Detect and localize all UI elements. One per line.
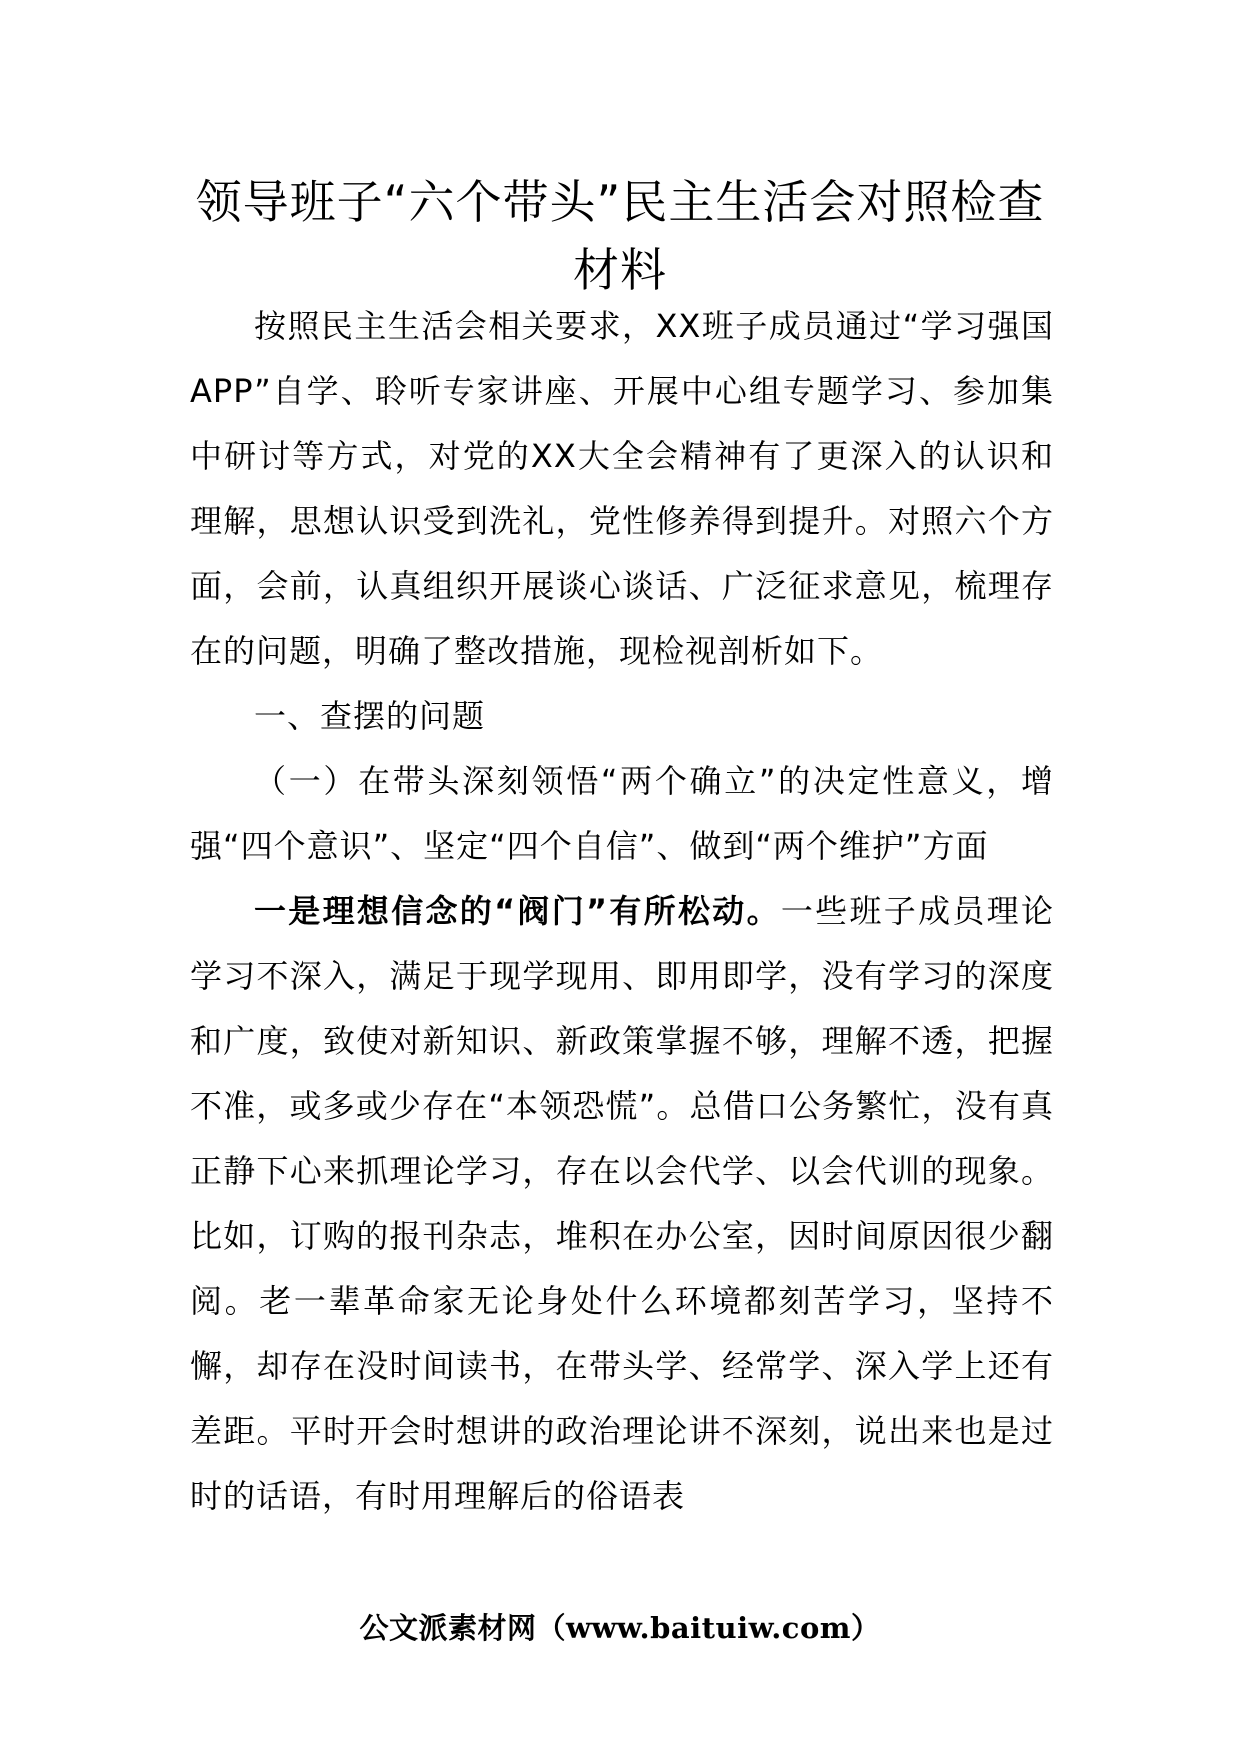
section-heading: 一、查摆的问题 [254, 697, 486, 735]
document-body [190, 294, 1054, 1529]
subsection-heading: （一）在带头深刻领悟“两个确立”的决定性意义，增强“四个意识”、坚定“四个自信”、做到“两个维护”方面 [190, 762, 1054, 865]
point-lead: 一是理想信念的“阀门”有所松动。 [254, 892, 781, 930]
footer-watermark: 公文派素材网（www.baituiw.com） [359, 1611, 881, 1645]
document-title: 领导班子“六个带头”民主生活会对照检查材料 [195, 175, 1045, 297]
point-text: 一些班子成员理论学习不深入，满足于现学现用、即用即学，没有学习的深度和广度，致使对新知识、新政策掌握不够，理解不透，把握不准，或多或少存在“本领恐慌”。总借口公务繁忙，没有真正静下心来抓理论学习，存在以会代学、以会代训的现象。比如，订购的报刊杂志，堆积在办公室，因时间原因很少翻阅。老一辈革命家无论身处什么环境都刻苦学习，坚持不懈，却存在没时间读书，在带头学、经常学、深入学上还有差距。平时开会时想讲的政治理论讲不深刻，说出来也是过时的话语，有时用理解后的俗语表 [190, 892, 1054, 1515]
point-paragraph [190, 879, 1054, 1529]
intro-paragraph: 按照民主生活会相关要求，XX班子成员通过“学习强国APP”自学、聆听专家讲座、开展中心组专题学习、参加集中研讨等方式，对党的XX大全会精神有了更深入的认识和理解，思想认识受到洗礼，党性修养得到提升。对照六个方面，会前，认真组织开展谈心谈话、广泛征求意见，梳理存在的问题，明确了整改措施，现检视剖析如下。 [190, 307, 1054, 670]
